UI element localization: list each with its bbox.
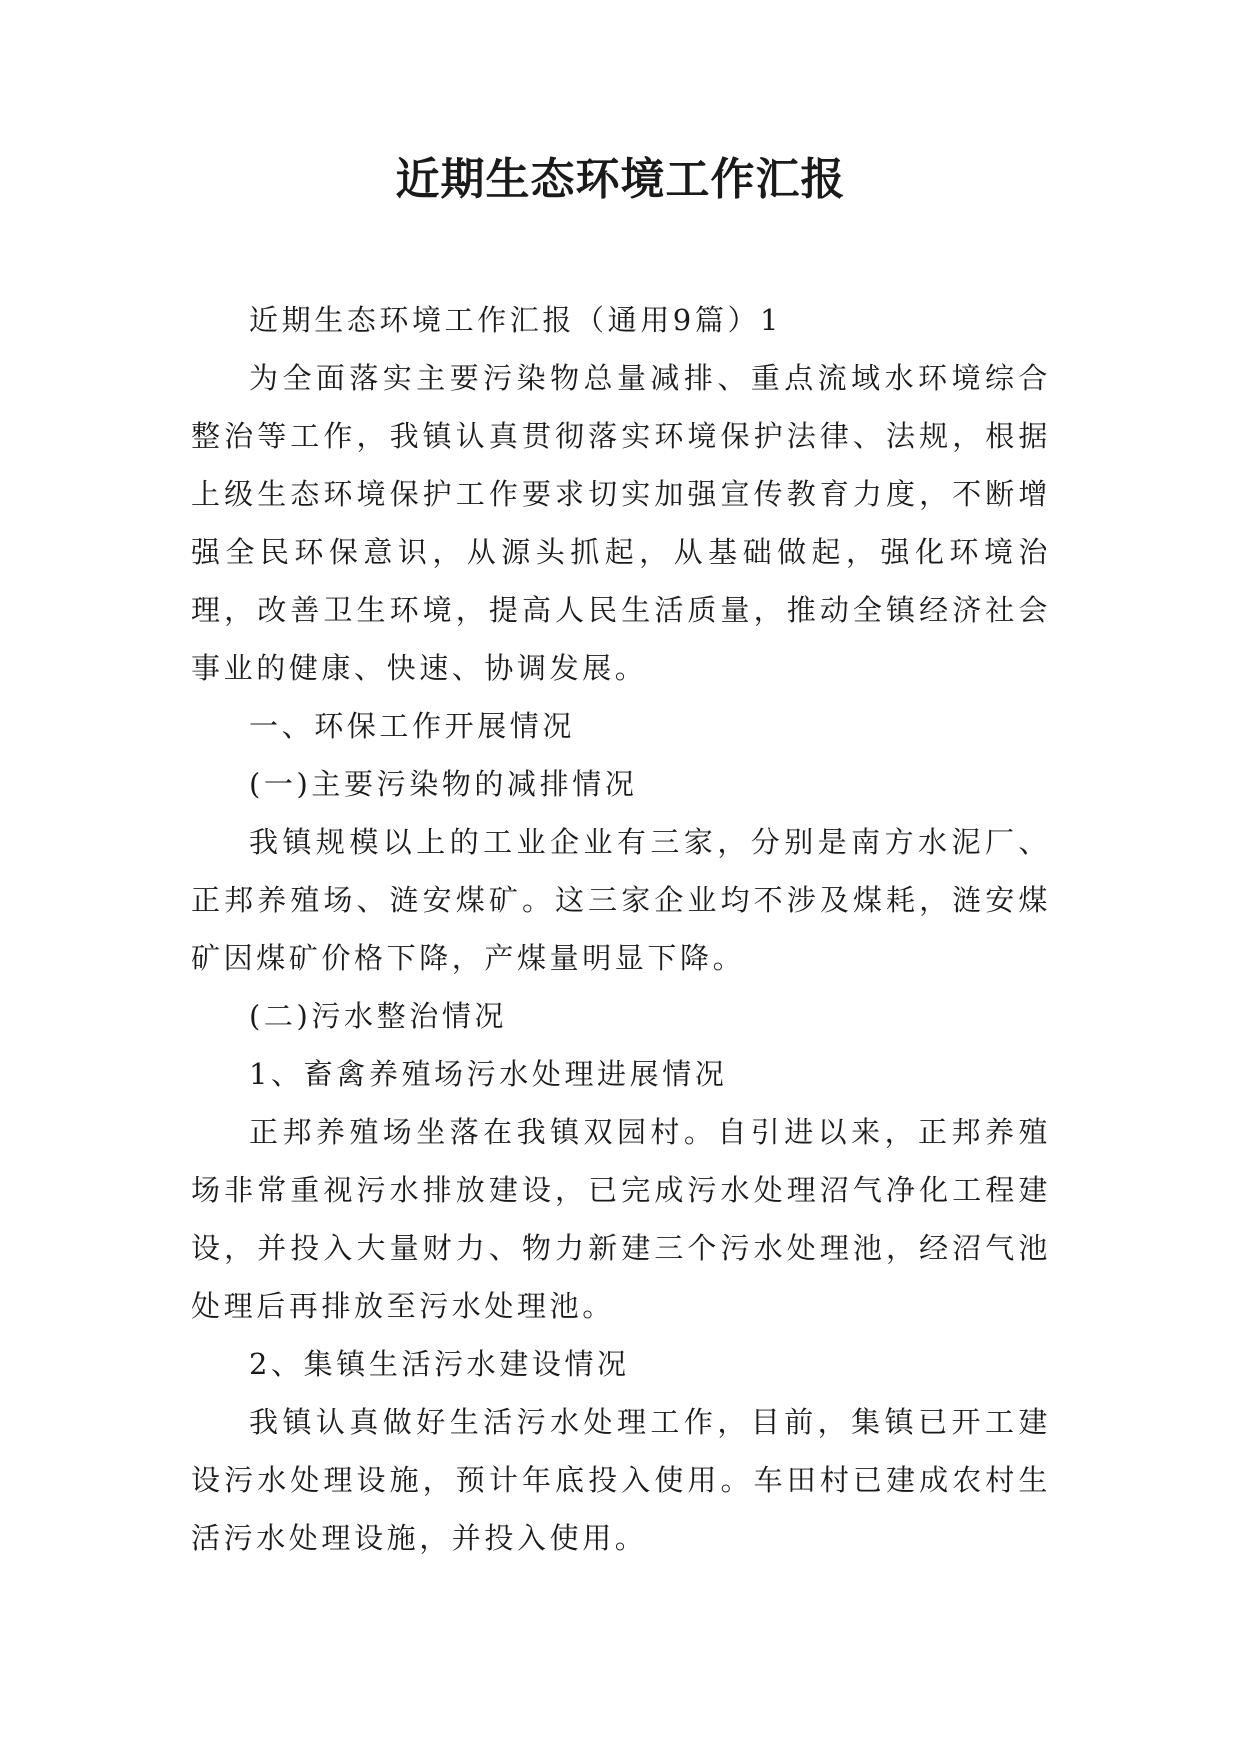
subtitle-paragraph: 近期生态环境工作汇报（通用9篇）1 — [249, 303, 783, 337]
document-body — [191, 291, 1051, 1567]
subsection-heading: (一)主要污染物的减排情况 — [249, 767, 638, 801]
item-heading: 1、畜禽养殖场污水处理进展情况 — [249, 1057, 728, 1091]
item-heading: 2、集镇生活污水建设情况 — [249, 1347, 630, 1381]
intro-paragraph: 为全面落实主要污染物总量减排、重点流域水环境综合整治等工作，我镇认真贯彻落实环境保护法律、法规，根据上级生态环境保护工作要求切实加强宣传教育力度，不断增强全民环保意识，从源头抓起，从基础做起，强化环境治理，改善卫生环境，提高人民生活质量，推动全镇经济社会事业的健康、快速、协调发展。 — [191, 361, 1051, 685]
section-heading: 一、环保工作开展情况 — [249, 709, 576, 743]
document-title: 近期生态环境工作汇报 — [395, 154, 846, 205]
subsection-heading: (二)污水整治情况 — [249, 999, 508, 1033]
body-paragraph: 正邦养殖场坐落在我镇双园村。自引进以来，正邦养殖场非常重视污水排放建设，已完成污水处理沼气净化工程建设，并投入大量财力、物力新建三个污水处理池，经沼气池处理后再排放至污水处理池。 — [191, 1115, 1051, 1323]
body-paragraph: 我镇规模以上的工业企业有三家，分别是南方水泥厂、正邦养殖场、涟安煤矿。这三家企业均不涉及煤耗，涟安煤矿因煤矿价格下降，产煤量明显下降。 — [191, 825, 1051, 975]
body-paragraph: 我镇认真做好生活污水处理工作，目前，集镇已开工建设污水处理设施，预计年底投入使用。车田村已建成农村生活污水处理设施，并投入使用。 — [191, 1405, 1051, 1555]
